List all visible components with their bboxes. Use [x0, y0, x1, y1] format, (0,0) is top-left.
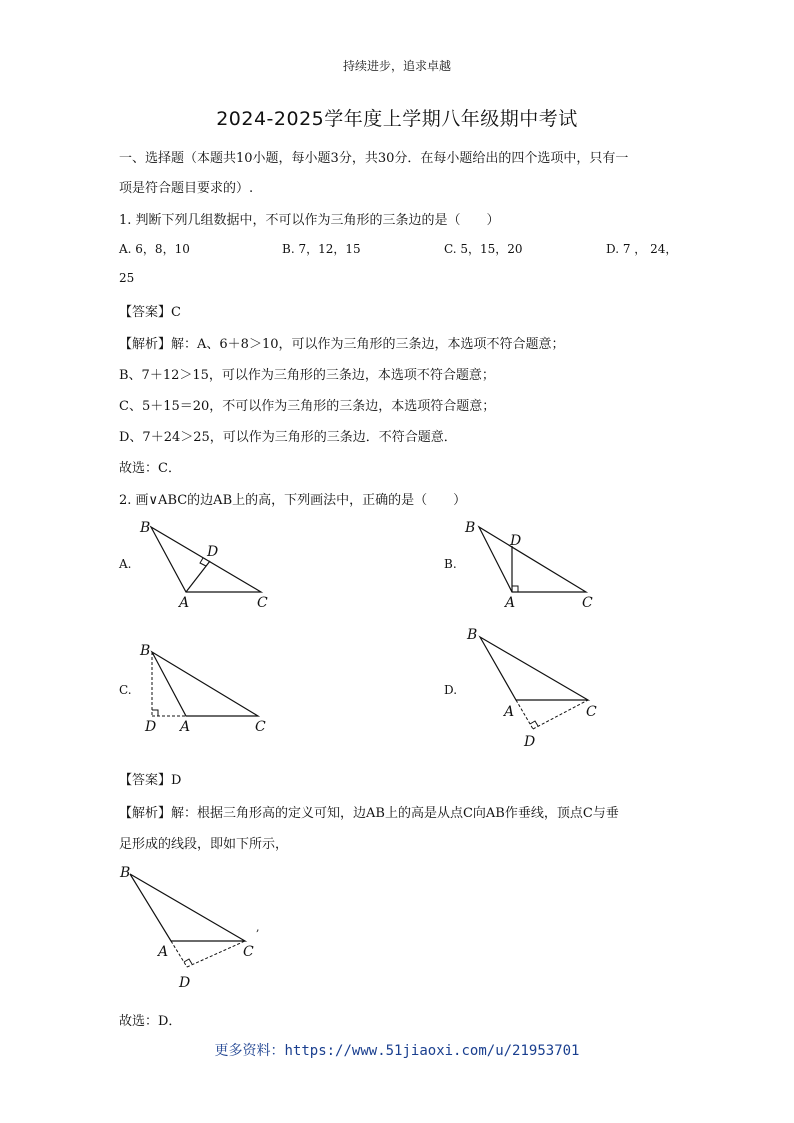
q1-stem: 1. 判断下列几组数据中，不可以作为三角形的三条边的是（ ）	[119, 213, 500, 228]
triangle-abc	[480, 637, 588, 700]
answer-tag: 【答案】	[119, 773, 172, 788]
altitude-segment	[186, 561, 210, 592]
vertex-label-a: A	[180, 719, 191, 735]
analysis-text: 解：根据三角形高的定义可知，边AB上的高是从点C向AB作垂线，顶点C与垂	[171, 806, 619, 821]
q2-analysis-line-1	[119, 802, 619, 821]
figure-option-a	[135, 515, 285, 610]
q2-option-b-label: B.	[444, 557, 457, 571]
answer-tag: 【答案】	[119, 305, 172, 320]
q1-option-c: C. 5，15，20	[444, 242, 523, 256]
q1-analysis-line-3: C、5＋15＝20，不可以作为三角形的三条边，本选项符合题意；	[119, 399, 496, 414]
q2-answer	[119, 769, 181, 788]
figure-trailing-comma: ,	[256, 921, 260, 934]
vertex-label-a: A	[504, 704, 515, 720]
triangle-abc	[479, 527, 586, 592]
q1-option-b: B. 7，12，15	[282, 242, 361, 256]
q2-analysis-line-2: 足形成的线段，即如下所示，	[119, 837, 289, 852]
vertex-label-d: D	[179, 975, 191, 991]
page-header: 持续进步，追求卓越	[342, 59, 451, 73]
analysis-tag: 【解析】	[119, 337, 172, 352]
q1-analysis-line-2: B、7＋12＞15，可以作为三角形的三条边，本选项不符合题意；	[119, 368, 495, 383]
vertex-label-b: B	[140, 520, 151, 536]
dashed-altitude	[533, 700, 588, 729]
q1-analysis-line-1	[119, 333, 565, 352]
altitude-cd	[187, 941, 245, 967]
section-intro-line-2: 项是符合题目要求的）.	[119, 181, 254, 196]
solution-figure	[115, 860, 275, 995]
vertex-label-b: B	[467, 627, 478, 643]
analysis-tag: 【解析】	[119, 806, 172, 821]
dashed-extension	[171, 941, 187, 967]
vertex-label-b: B	[465, 520, 476, 536]
vertex-label-d: D	[510, 533, 522, 549]
analysis-text: 解：A、6＋8＞10，可以作为三角形的三条边，本选项不符合题意；	[171, 337, 565, 352]
q2-stem: 2. 画∨ABC的边AB上的高，下列画法中，正确的是（ ）	[119, 493, 467, 508]
q2-option-c-label: C.	[119, 683, 132, 697]
q2-option-d-label: D.	[444, 683, 458, 697]
right-angle-mark	[530, 721, 538, 726]
vertex-label-c: C	[243, 944, 254, 960]
dashed-extension	[516, 700, 533, 729]
vertex-label-d: D	[207, 544, 219, 560]
triangle-abc	[151, 527, 261, 592]
q2-conclusion: 故选：D．	[119, 1014, 182, 1029]
triangle-abc	[152, 652, 258, 716]
vertex-label-a: A	[505, 595, 516, 610]
q1-option-d: D. 7 ， 24，	[606, 242, 678, 256]
q1-analysis-line-4: D、7＋24＞25，可以作为三角形的三条边．不符合题意．	[119, 430, 457, 445]
answer-value: D	[171, 773, 182, 788]
vertex-label-c: C	[257, 595, 268, 610]
q1-answer	[119, 301, 181, 320]
vertex-label-b: B	[140, 643, 151, 659]
vertex-label-d: D	[145, 719, 157, 735]
vertex-label-b: B	[120, 865, 131, 881]
triangle-abc	[130, 874, 245, 941]
q2-option-a-label: A.	[119, 557, 132, 571]
q1-conclusion: 故选：C．	[119, 461, 181, 476]
section-intro-line-1: 一、选择题（本题共10小题，每小题3分，共30分．在每小题给出的四个选项中，只有一	[119, 151, 629, 166]
q1-option-a: A. 6，8，10	[119, 242, 190, 256]
vertex-label-c: C	[582, 595, 593, 610]
answer-value: C	[171, 305, 181, 320]
q1-option-d-wrap: 25	[119, 271, 135, 285]
figure-option-c	[135, 640, 285, 740]
vertex-label-d: D	[524, 734, 536, 750]
vertex-label-c: C	[255, 719, 266, 735]
figure-option-b	[460, 515, 610, 610]
vertex-label-a: A	[158, 944, 169, 960]
right-angle-mark	[512, 586, 518, 592]
exam-title: 2024-2025学年度上学期八年级期中考试	[216, 108, 578, 130]
figure-option-d	[460, 622, 610, 752]
vertex-label-a: A	[179, 595, 190, 610]
footer-link[interactable]: 更多资料：https://www.51jiaoxi.com/u/21953701	[214, 1043, 580, 1059]
right-angle-mark	[152, 710, 158, 716]
vertex-label-c: C	[586, 704, 597, 720]
